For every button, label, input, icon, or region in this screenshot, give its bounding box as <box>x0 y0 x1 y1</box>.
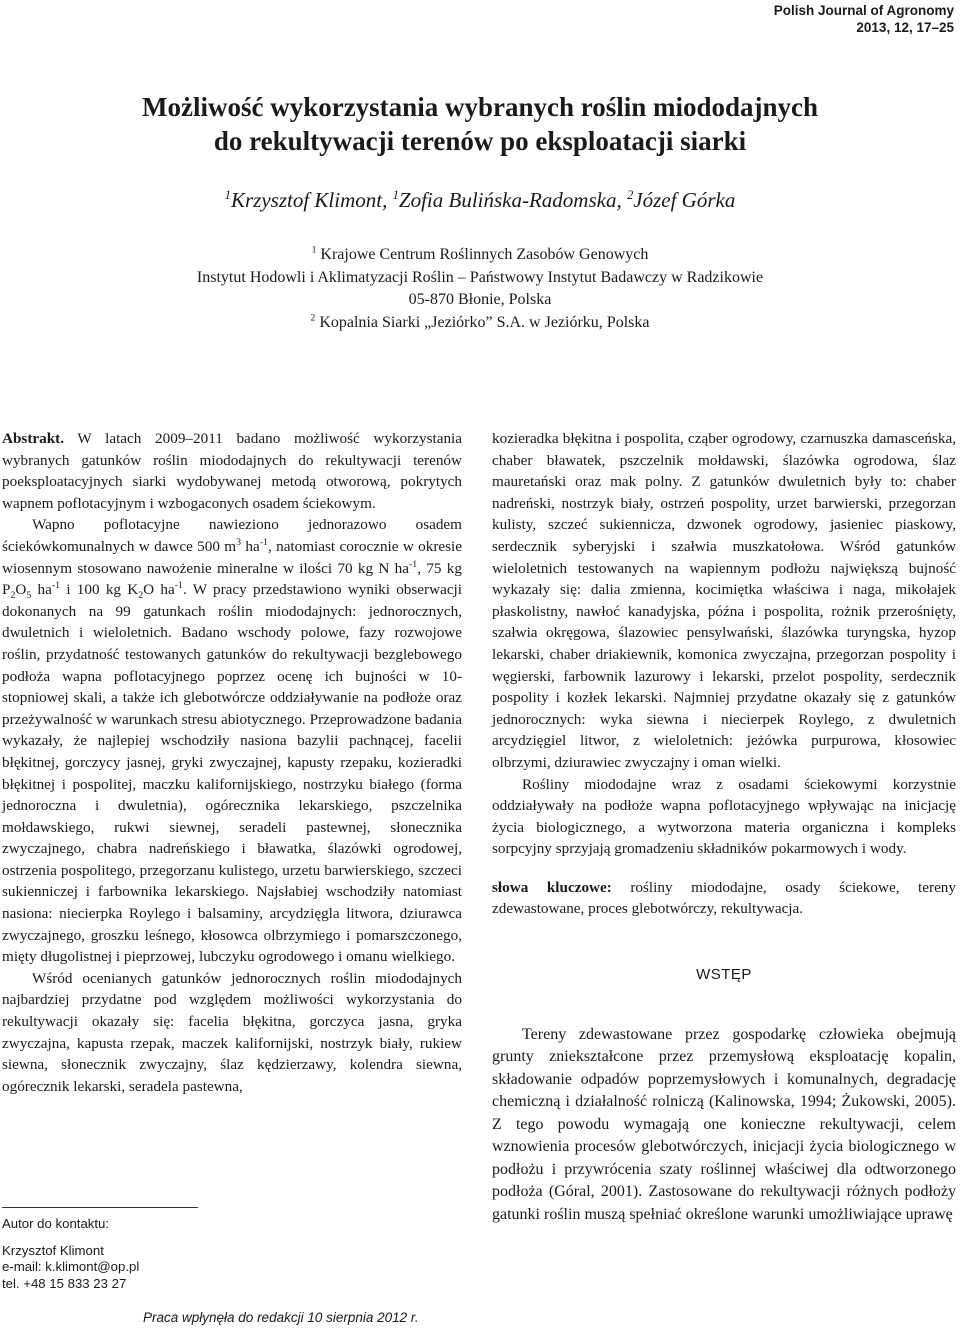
author-2-affil-mark: 1 <box>392 188 399 202</box>
keywords-label: słowa kluczowe: <box>492 878 612 896</box>
contact-label: Autor do kontaktu: <box>2 1216 110 1231</box>
title-line-1: Możliwość wykorzystania wybranych roślin miododajnych <box>141 92 819 122</box>
received-date: Praca wpłynęła do redakcji 10 sierpnia 2012 r. <box>143 1310 419 1325</box>
author-list <box>0 186 960 214</box>
contact-phone: tel. +48 15 833 23 27 <box>2 1275 127 1291</box>
abstract-paragraph-1: Abstrakt. W latach 2009–2011 badano możliwość wykorzystania wybranych gatunków roślin miododajnych do rekultywacji terenów poeksploatacyjnych siarki wydobywanej metodą otworową, pokrytych wapnem poflotacyjnym i wzbogaconych osadem ściekowym. <box>2 430 462 512</box>
article-title <box>0 90 960 158</box>
contact-name: Krzysztof Klimont <box>2 1242 104 1258</box>
affiliation-1-mark: 1 <box>311 244 317 256</box>
author-3-affil-mark: 2 <box>626 188 634 202</box>
abstract-paragraph-3: Wśród ocenianych gatunków jednorocznych roślin miododajnych najbardziej przydatne pod względem możliwości wykorzystania do rekultywacji okazały się: facelia błękitna, gorczyca jasna, gryka zwyczajna, kapusta rzepak, maczek kalifornijski, nostrzyk biały, rukiew siewna, słonecznik zwyczajny, ślaz kędzierzawy, kolendra siewna, ogórecznik lekarski, seradela pastewna, <box>2 969 462 1095</box>
section-heading-intro: WSTĘP <box>696 966 752 984</box>
journal-issue: 2013, 12, 17–25 <box>856 20 954 35</box>
title-line-2: do rekultywacji terenów po eksploatacji siarki <box>213 126 747 156</box>
author-3: Józef Górka <box>633 188 736 212</box>
author-2: Zofia Bulińska-Radomska, <box>398 188 627 212</box>
affiliation-2-mark: 2 <box>310 312 316 324</box>
affiliation-1-line-3: 05-870 Błonie, Polska <box>408 291 552 308</box>
footnote-divider <box>2 1207 198 1208</box>
right-column <box>492 428 956 1226</box>
affiliation-1-line-1: $^1$ Krajowe Centrum Roślinnych Zasobów Genowych <box>311 244 649 263</box>
journal-name: Polish Journal of Agronomy <box>773 3 954 18</box>
left-column <box>2 428 462 1097</box>
keywords-text: rośliny miododajne, osady ściekowe, tereny zdewastowane, proces glebotwórczy, rekultywacja. <box>492 878 956 918</box>
contact-email: e-mail: k.klimont@op.pl <box>2 1259 140 1274</box>
abstract-paragraph-5: Rośliny miododajne wraz z osadami ściekowymi korzystnie oddziaływały na podłoże wapna poflotacyjnego wpływając na inicjację życia biologicznego, a wytworzona materia organiczna i kompleks sorpcyjny sprzyjają gromadzeniu składników pokarmowych i wody. <box>492 775 956 858</box>
affiliation-2-line-1: $^2$ Kopalnia Siarki „Jeziórko” S.A. w Jeziórku, Polska <box>310 312 650 331</box>
author-1: Krzysztof Klimont, <box>230 188 393 212</box>
abstract-label: Abstrakt. <box>2 430 65 447</box>
affiliations <box>0 244 960 334</box>
contact-block <box>2 1216 139 1292</box>
keywords <box>492 877 956 920</box>
author-1-affil-mark: 1 <box>224 188 231 202</box>
journal-header <box>774 2 954 36</box>
contact-spacer <box>2 1233 139 1243</box>
affiliation-1-line-2: Instytut Hodowli i Aklimatyzacji Roślin – Państwowy Instytut Badawczy w Radzikowie <box>196 268 764 286</box>
intro-paragraph: Tereny zdewastowane przez gospodarkę człowieka obejmują grunty zniekształcone przez przemysłową eksploatację kopalin, składowanie odpadów poprzemysłowych i komunalnych, degradację chemiczną i działalność rolniczą (Kalinowska, 1994; Żukowski, 2005). Z tego powodu wymagają one konieczne rekultywacji, celem wznowienia procesów glebotwórczych, inicjacji życia biologicznego w podłożu i przywrócenia szaty roślinnej właściwej dla odtworzonego podłoża (Góral, 2001). Zastosowane do rekultywacji różnych podłoży gatunki roślin muszą spełniać określone warunki umożliwiające uprawę <box>492 1025 956 1223</box>
abstract-paragraph-2: Wapno poflotacyjne nawieziono jednorazowo osadem ściekówkomunalnych w dawce 500 $m^3$ $ha^{-1}$, natomiast corocznie w okresie wiosennym stosowano nawożenie mineralne w ilości 70 kg N $ha^{-1}$, 75 kg $P_2O_5$ $ha^{-1}$ i 100 kg $K_2O$ $ha^{-1}$. W pracy przedstawiono wyniki obserwacji dokonanych na 99 gatunkach roślin miododajnych: jednorocznych, dwuletnich i wieloletnich. Badano wschody polowe, fazy rozwojowe roślin, przydatność testowanych gatunków do rekultywacji bezglebowego podłoża wapna poflotacyjnego poprzez ocenę ich bujności w 10-stopniowej skali, a także ich glebotwórcze oddziaływanie na podłoże oraz przeżywalność w warunkach stresu abiotycznego. Przeprowadzone badania wykazały, że najlepiej wschodziły nasiona bazylii pachnącej, facelii błękitnej, gorczycy jasnej, gryki zwyczajnej, kapusty rzepaku, kozieradki błękitnej i pospolitej, maczku kalifornijskiego, nostrzyku białego (forma jednoroczna i dwuletnia), ogórecznika lekarskiego, pszczelnika mołdawskiego, rukwi siewnej, seradeli pastewnej, słonecznika zwyczajnego, chabra nadreńskiego i bławatka, ślazówki ogrodowej, ostrzenia pospolitego, przegorzanu kulistego, urzetu barwierskiego, szczeci sukienniczej i farbownika lekarskiego. Najsłabiej wschodziły natomiast nasiona: niecierpka Roylego i balsaminy, arcydzięgla litwora, dziurawca zwyczajnego, groszku leśnego, kłosowca olbrzymiego i pomarszczonego, mięty długolistnej i pieprzowej, lubczyku ogrodowego i omanu wielkiego. <box>2 516 462 966</box>
abstract-paragraph-4: kozieradka błękitna i pospolita, cząber ogrodowy, czarnuszka damasceńska, chaber bławatek, pszczelnik mołdawski, ślazówka ogrodowa, ślaz mauretański oraz mak polny. Z gatunków dwuletnich były to: chaber nadreński, nostrzyk biały, ostrzeń pospolity, urzet barwierski, przegorzan kulisty, szczeć sukiennicza, dzwonek ogrodowy, jasieniec piaskowy, serdecznik syberyjski i szałwia muszkatołowa. Wśród gatunków wieloletnich testowanych na wapiennym podłożu największą bujność wykazały się: dalia zmienna, kocimiętka właściwa i naga, mikołajek płaskolistny, nawłoć kanadyjska, późna i pospolita, rożnik przerośnięty, szałwia okręgowa, ślazowiec pensylwański, ślazówka turyngska, hyzop lekarski, chaber driakiewnik, komonica zwyczajna, przegorzan pospolity i węgierski, farbownik lazurowy i lekarski, przelot pospolity, serdecznik pospolity i kozłek lekarski. Najmniej przydatne okazały się z gatunków jednorocznych: wyka siewna i niecierpek Roylego, z dwuletnich arcydzięgiel litwor, z wieloletnich: jeżówka purpurowa, kłosowiec olbrzymi, dziurawiec zwyczajny i oman wielki. <box>492 430 956 771</box>
